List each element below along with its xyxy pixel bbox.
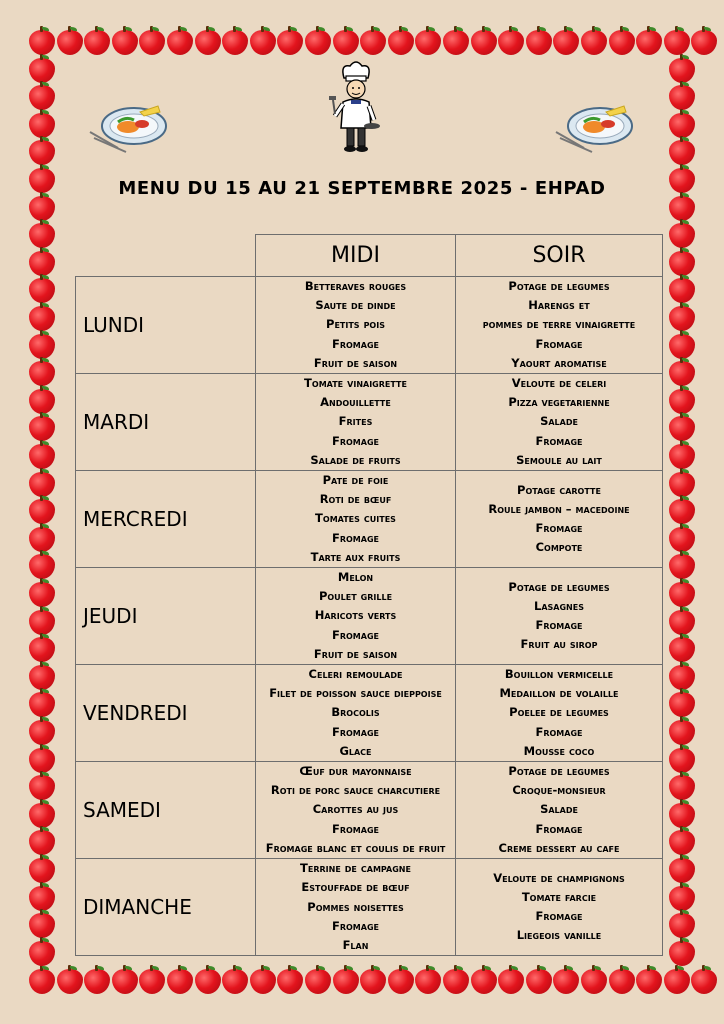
apple-icon [669, 913, 695, 938]
day-name: DIMANCHE [76, 859, 256, 956]
dish-item: Fromage blanc et coulis de fruit [265, 840, 446, 855]
dish-item: Veloute de champignons [493, 870, 625, 885]
apple-icon [29, 941, 55, 966]
apple-icon [669, 582, 695, 607]
apple-icon [29, 775, 55, 800]
dish-item: Haricots verts [314, 608, 397, 623]
apple-icon [669, 306, 695, 331]
apple-icon [669, 251, 695, 276]
apple-icon [415, 969, 441, 994]
apple-icon [669, 554, 695, 579]
apple-icon [29, 223, 55, 248]
apple-icon [29, 969, 55, 994]
day-name: MERCREDI [76, 471, 256, 568]
apple-icon [333, 30, 359, 55]
dish-item: Bouillon vermicelle [504, 667, 614, 682]
dish-item: Potage de legumes [508, 279, 610, 293]
apple-icon [669, 499, 695, 524]
midi-dishes [256, 568, 456, 665]
dish-item: Semoule au lait [516, 452, 602, 467]
dish-item: pommes de terre vinaigrette [482, 317, 636, 332]
dish-item: Fromage [535, 618, 583, 633]
apple-icon [29, 30, 55, 55]
apple-icon [84, 30, 110, 55]
chef-icon [326, 60, 386, 156]
apple-icon [691, 30, 717, 55]
apple-icon [29, 830, 55, 855]
plate-icon [88, 98, 168, 154]
dish-item: Salade de fruits [310, 452, 401, 467]
midi-dishes [256, 859, 456, 956]
apple-icon [526, 969, 552, 994]
apple-icon [669, 444, 695, 469]
apple-icon [498, 969, 524, 994]
apple-icon [669, 85, 695, 110]
day-row [76, 277, 663, 374]
apple-icon [29, 499, 55, 524]
dish-item: Fruit de saison [313, 355, 398, 370]
dish-item: Fromage [331, 627, 379, 642]
apple-icon [669, 665, 695, 690]
dish-item: Poulet grille [318, 589, 393, 604]
menu-rows [76, 277, 663, 956]
midi-dishes [256, 665, 456, 762]
dish-item: Celeri remoulade [308, 667, 403, 682]
apple-icon [29, 334, 55, 359]
apple-icon [305, 969, 331, 994]
apple-icon [669, 886, 695, 911]
apple-icon [609, 969, 635, 994]
apple-icon [669, 58, 695, 83]
apple-icon [57, 30, 83, 55]
apple-icon [29, 85, 55, 110]
apple-icon [360, 969, 386, 994]
apple-icon [112, 30, 138, 55]
day-name: SAMEDI [76, 762, 256, 859]
dish-item: Glace [339, 743, 372, 758]
apple-icon [498, 30, 524, 55]
apple-icon [669, 472, 695, 497]
dish-item: Tarte aux fruits [310, 549, 401, 564]
dish-item: Tomates cuites [315, 511, 396, 526]
dish-item: Fruit au sirop [520, 637, 598, 652]
dish-item: Andouillette [320, 395, 391, 410]
dish-item: Fromage [331, 530, 379, 545]
dish-item: Fromage [331, 724, 379, 739]
apple-icon [609, 30, 635, 55]
midi-dishes [256, 277, 456, 374]
day-row [76, 665, 663, 762]
soir-dishes [456, 665, 663, 762]
apple-icon [29, 554, 55, 579]
apple-icon [415, 30, 441, 55]
dish-item: Fromage [535, 909, 583, 924]
apple-icon [669, 361, 695, 386]
apple-icon [29, 58, 55, 83]
dish-item: Potage carotte [517, 482, 601, 497]
apple-icon [29, 610, 55, 635]
soir-dishes [456, 762, 663, 859]
dish-item: Liegeois vanille [516, 928, 602, 943]
apple-icon [669, 140, 695, 165]
midi-dishes [256, 762, 456, 859]
dish-item: Compote [535, 540, 583, 555]
dish-item: Fromage [535, 433, 583, 448]
dish-item: Melon [337, 570, 374, 585]
apple-icon [277, 30, 303, 55]
apple-icon [139, 30, 165, 55]
apple-icon [29, 582, 55, 607]
dish-item: Tomate farcie [521, 889, 597, 904]
dish-item: Croque-monsieur [512, 783, 606, 798]
apple-icon [669, 527, 695, 552]
apple-icon [388, 969, 414, 994]
apple-icon [29, 472, 55, 497]
header-soir: SOIR [456, 235, 663, 277]
apple-icon [29, 306, 55, 331]
day-row [76, 374, 663, 471]
dish-item: Frites [338, 414, 373, 429]
day-row [76, 859, 663, 956]
day-name: MARDI [76, 374, 256, 471]
dish-item: Roti de bœuf [319, 492, 392, 507]
dish-item: Pommes noisettes [307, 899, 404, 914]
dish-item: Estouffade de bœuf [301, 880, 410, 895]
dish-item: Saute de dinde [315, 298, 396, 313]
apple-icon [29, 858, 55, 883]
dish-item: Fruit de saison [313, 646, 398, 661]
dish-item: Fromage [535, 521, 583, 536]
dish-item: Yaourt aromatise [511, 355, 607, 370]
apple-icon [29, 113, 55, 138]
soir-dishes [456, 568, 663, 665]
dish-item: Mousse coco [523, 743, 595, 758]
apple-icon [222, 30, 248, 55]
dish-item: Poelee de legumes [509, 705, 609, 720]
apple-icon [139, 969, 165, 994]
day-row [76, 762, 663, 859]
soir-dishes [456, 277, 663, 374]
dish-item: Tomate vinaigrette [304, 376, 407, 391]
dish-item: Harengs et [528, 298, 590, 313]
apple-icon [636, 969, 662, 994]
apple-icon [29, 692, 55, 717]
header-midi: MIDI [256, 235, 456, 277]
apple-icon [29, 803, 55, 828]
dish-item: Filet de poisson sauce dieppoise [269, 686, 442, 701]
apple-icon [669, 637, 695, 662]
apple-icon [29, 389, 55, 414]
dish-item: Fromage [331, 336, 379, 351]
apple-icon [29, 886, 55, 911]
apple-icon [167, 969, 193, 994]
apple-icon [471, 30, 497, 55]
apple-icon [664, 969, 690, 994]
apple-icon [553, 969, 579, 994]
dish-item: Fromage [331, 821, 379, 836]
apple-icon [443, 30, 469, 55]
apple-icon [581, 30, 607, 55]
midi-dishes [256, 374, 456, 471]
apple-icon [29, 913, 55, 938]
dish-item: Lasagnes [534, 598, 584, 613]
dish-item: Salade [540, 802, 578, 817]
apple-icon [250, 30, 276, 55]
apple-icon [636, 30, 662, 55]
apple-icon [669, 389, 695, 414]
apple-icon [669, 803, 695, 828]
apple-icon [29, 416, 55, 441]
apple-icon [669, 334, 695, 359]
apple-icon [333, 969, 359, 994]
dish-item: Betteraves rouges [304, 279, 407, 293]
apple-icon [29, 251, 55, 276]
apple-icon [57, 969, 83, 994]
dish-item: Potage de legumes [508, 579, 610, 594]
dish-item: Pate de foie [322, 473, 389, 488]
apple-icon [112, 969, 138, 994]
dish-item: Potage de legumes [508, 764, 610, 779]
dish-item: Fromage [331, 433, 379, 448]
apple-icon [669, 416, 695, 441]
apple-icon [29, 140, 55, 165]
header-blank [76, 235, 256, 277]
day-name: VENDREDI [76, 665, 256, 762]
apple-icon [669, 941, 695, 966]
dish-item: Fromage [535, 821, 583, 836]
dish-item: Carottes au jus [312, 802, 399, 817]
apple-icon [29, 444, 55, 469]
apple-icon [669, 610, 695, 635]
apple-icon [664, 30, 690, 55]
page-title: MENU DU 15 AU 21 SEPTEMBRE 2025 - EHPAD [118, 178, 606, 199]
apple-icon [195, 969, 221, 994]
dish-item: Petits pois [326, 317, 385, 332]
apple-icon [443, 969, 469, 994]
apple-icon [669, 748, 695, 773]
apple-icon [29, 637, 55, 662]
apple-icon [669, 830, 695, 855]
apple-icon [388, 30, 414, 55]
dish-item: Roti de porc sauce charcutiere [270, 783, 441, 798]
day-row [76, 568, 663, 665]
dish-item: Fromage [331, 918, 379, 933]
apple-icon [29, 361, 55, 386]
apple-icon [471, 969, 497, 994]
apple-icon [526, 30, 552, 55]
dish-item: Medaillon de volaille [499, 686, 619, 701]
apple-icon [167, 30, 193, 55]
dish-item: Salade [540, 414, 578, 429]
day-name: JEUDI [76, 568, 256, 665]
day-name: LUNDI [76, 277, 256, 374]
apple-icon [669, 692, 695, 717]
apple-icon [29, 278, 55, 303]
apple-icon [305, 30, 331, 55]
apple-icon [29, 196, 55, 221]
dish-item: Pizza vegetarienne [508, 395, 610, 410]
plate-icon [554, 98, 634, 154]
apple-icon [29, 527, 55, 552]
apple-icon [669, 720, 695, 745]
dish-item: Terrine de campagne [300, 861, 411, 876]
apple-icon [669, 858, 695, 883]
menu-table [75, 234, 663, 956]
apple-icon [277, 969, 303, 994]
apple-icon [553, 30, 579, 55]
dish-item: Flan [342, 937, 369, 952]
apple-icon [195, 30, 221, 55]
apple-icon [222, 969, 248, 994]
apple-icon [29, 665, 55, 690]
apple-icon [691, 969, 717, 994]
apple-icon [29, 720, 55, 745]
apple-icon [29, 748, 55, 773]
soir-dishes [456, 859, 663, 956]
apple-icon [669, 196, 695, 221]
midi-dishes [256, 471, 456, 568]
apple-icon [581, 969, 607, 994]
apple-icon [84, 969, 110, 994]
apple-icon [669, 775, 695, 800]
day-row [76, 471, 663, 568]
soir-dishes [456, 471, 663, 568]
apple-icon [250, 969, 276, 994]
dish-item: Veloute de celeri [511, 376, 607, 391]
dish-item: Œuf dur mayonnaise [299, 764, 412, 779]
dish-item: Fromage [535, 336, 583, 351]
apple-icon [360, 30, 386, 55]
dish-item: Creme dessert au cafe [498, 840, 620, 855]
dish-item: Roule jambon – macedoine [488, 501, 630, 516]
apple-icon [669, 278, 695, 303]
soir-dishes [456, 374, 663, 471]
apple-icon [669, 113, 695, 138]
dish-item: Brocolis [331, 705, 380, 720]
apple-icon [669, 223, 695, 248]
dish-item: Fromage [535, 724, 583, 739]
